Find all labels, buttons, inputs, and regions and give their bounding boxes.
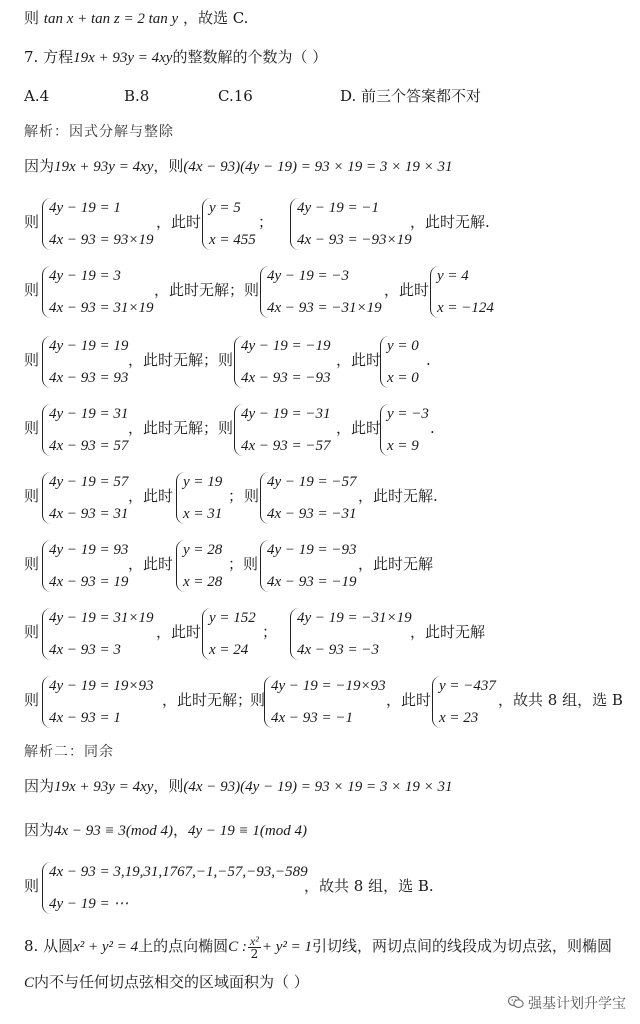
row2-cishi: ，此时 [384,281,430,299]
row6-a-eq1: 4y − 19 = 93 [49,542,129,558]
row3-b-eq1: y = 0 [387,338,419,354]
row7-semi: ； [262,623,278,641]
q7-option-a: A.4 [24,87,50,105]
row2-system-b [430,266,494,318]
row4-nosol: ，此时无解； [128,419,219,437]
q7-stem-prefix: 7. 方程 [24,48,74,66]
solution2-system [42,862,308,914]
row8-ze2: 则 [250,691,266,709]
row5-ze: 则 [24,487,40,505]
q8-mid: 上的点向椭圆 [138,937,229,955]
q7-option-b: B.8 [124,87,150,105]
row6-system-a [42,540,128,592]
row7-system-b [202,608,256,660]
row1-c-eq1: 4y − 19 = −1 [297,200,380,216]
row8-b-eq2: x = 23 [439,710,479,726]
row5-c-eq1: 4y − 19 = −57 [267,474,357,490]
row5-a-eq1: 4y − 19 = 57 [49,474,129,490]
row4-system-c [234,404,331,456]
row4-c-eq2: 4x − 93 = −57 [241,438,331,454]
intro-math: tan x + tan z = 2 tan y [43,11,179,27]
intro-line [24,8,248,29]
s2-l2-prefix: 因为 [24,821,55,839]
row3-c-eq1: 4y − 19 = −19 [241,338,331,354]
row4-cishi: ，此时 [336,419,382,437]
row6-nosol: ，此时无解 [358,555,434,573]
row7-b-eq1: y = 152 [209,610,256,626]
row8-system-c [264,676,386,728]
row1-system-b [202,198,256,250]
row5-nosol: ，此时无解. [358,487,438,505]
row3-ze2: 则 [218,351,234,369]
s2-sys-eq2: 4y − 19 = ⋯ [49,896,129,912]
row3-system-c [234,336,331,388]
watermark-text: 强基计划升学宝 [528,996,626,1012]
row1-b-eq2: x = 455 [209,232,256,248]
solution1-factor-line [24,156,453,177]
s2-l2-sep: ， [173,821,189,839]
row4-c-eq1: 4y − 19 = −31 [241,406,331,422]
row8-a-eq1: 4y − 19 = 19×93 [49,678,154,694]
factor-math2: (4x − 93)(4y − 19) = 93 × 19 = 3 × 19 × 31 [183,159,453,175]
watermark [508,993,626,1013]
row5-b-eq1: y = 19 [183,474,223,490]
row4-b-eq2: x = 9 [387,438,419,454]
q7-option-d: D. 前三个答案都不对 [340,87,482,105]
row3-period: . [426,351,431,369]
row3-system-a [42,336,128,388]
row3-system-b [380,336,419,388]
row1-system-a [42,198,154,250]
s2-ze: 则 [24,877,40,895]
row5-system-b [176,472,222,524]
row3-cishi: ，此时 [336,351,382,369]
solution2-line2 [24,820,307,841]
row2-system-c [260,266,382,318]
q8-line2 [24,972,309,993]
row8-ze: 则 [24,691,40,709]
q7-option-c: C.16 [218,87,253,105]
row1-a-eq2: 4x − 93 = 93×19 [49,232,154,248]
row2-ze2: 则 [244,281,260,299]
row6-ze: 则 [24,555,40,573]
intro-prefix: 则 [24,9,44,27]
row7-system-c [290,608,412,660]
s2-l1-math1: 19x + 93y = 4xy [54,779,154,795]
q8-line1 [24,932,612,961]
row4-period: . [430,419,435,437]
row6-b-eq1: y = 28 [183,542,223,558]
q8-suffix: 引切线，两切点间的线段成为切点弦，则椭圆 [312,937,613,955]
row4-system-b [380,404,429,456]
row6-a-eq2: 4x − 93 = 19 [49,574,129,590]
row7-a-eq2: 4x − 93 = 3 [49,642,121,658]
row4-ze: 则 [24,419,40,437]
solution2-line1 [24,776,453,797]
q7-stem-suffix: 的整数解的个数为（ ） [172,48,328,66]
row7-system-a [42,608,154,660]
row3-nosol: ，此时无解； [128,351,219,369]
row6-c-eq2: 4x − 93 = −19 [267,574,357,590]
q8-line2-text: 内不与任何切点弦相交的区域面积为（ ） [34,973,309,991]
row4-b-eq1: y = −3 [387,406,429,422]
row7-c-eq1: 4y − 19 = −31×19 [297,610,412,626]
row8-cishi: ，此时 [386,691,432,709]
row2-b-eq2: x = −124 [437,300,494,316]
q7-stem-math: 19x + 93y = 4xy [73,50,173,66]
row4-ze2: 则 [218,419,234,437]
row5-system-a [42,472,128,524]
row5-a-eq2: 4x − 93 = 31 [49,506,129,522]
s2-l2-math2: 4y − 19 ≡ 1(mod 4) [188,823,307,839]
row2-b-eq1: y = 4 [437,268,469,284]
solution1-heading: 解析：因式分解与整除 [24,124,174,140]
s2-l2-math1: 4x − 93 ≡ 3(mod 4) [54,823,173,839]
q8-prefix: 8. 从圆 [24,937,74,955]
row1-semi: ； [258,213,274,231]
row5-ze2: 则 [244,487,260,505]
q8-c-label: C : [228,939,247,955]
row8-c-eq2: 4x − 93 = −1 [271,710,354,726]
row6-system-c [260,540,357,592]
row6-b-eq2: x = 28 [183,574,223,590]
row6-ze2: ；则 [228,555,259,573]
row8-b-eq1: y = −437 [439,678,496,694]
row8-system-a [42,676,154,728]
row5-c-eq2: 4x − 93 = −31 [267,506,357,522]
row2-a-eq1: 4y − 19 = 3 [49,268,121,284]
s2-l1-prefix: 因为 [24,777,55,795]
row2-c-eq1: 4y − 19 = −3 [267,268,350,284]
row1-ze: 则 [24,213,40,231]
q7-stem [24,47,327,68]
q8-c: C [24,975,35,991]
row6-c-eq1: 4y − 19 = −93 [267,542,357,558]
row7-a-eq1: 4y − 19 = 31×19 [49,610,154,626]
row8-c-eq1: 4y − 19 = −19×93 [271,678,386,694]
intro-suffix: ，故选 C. [178,9,249,27]
row8-nosol: ，此时无解； [162,691,253,709]
row8-a-eq2: 4x − 93 = 1 [49,710,121,726]
q8-frac-den: 2 [250,946,259,961]
q8-frac-num: x² [249,933,259,948]
row4-system-a [42,404,128,456]
row1-c-eq2: 4x − 93 = −93×19 [297,232,412,248]
row3-c-eq2: 4x − 93 = −93 [241,370,331,386]
row5-semi: ； [228,487,244,505]
row8-system-b [432,676,496,728]
row1-cishi: ，此时 [156,213,202,231]
row5-b-eq2: x = 31 [183,506,223,522]
factor-math1: 19x + 93y = 4xy [54,159,154,175]
row2-c-eq2: 4x − 93 = −31×19 [267,300,382,316]
row1-nosol: ，此时无解. [410,213,490,231]
s2-l1-mid: ，则 [153,777,184,795]
factor-prefix: 因为 [24,157,55,175]
row7-nosol: ，此时无解 [410,623,486,641]
factor-mid: ，则 [153,157,184,175]
row7-cishi: ，此时 [156,623,202,641]
row2-a-eq2: 4x − 93 = 31×19 [49,300,154,316]
row5-system-c [260,472,357,524]
row1-a-eq1: 4y − 19 = 1 [49,200,121,216]
row1-system-c [290,198,412,250]
row1-b-eq1: y = 5 [209,200,241,216]
row3-ze: 则 [24,351,40,369]
solution2-heading: 解析二：同余 [24,744,114,760]
q8-ellipse-rest: + y² = 1 [261,939,313,955]
q8-fraction [248,935,261,960]
row7-c-eq2: 4x − 93 = −3 [297,642,380,658]
row3-a-eq2: 4x − 93 = 93 [49,370,129,386]
s2-final: ，故共 8 组，选 B. [304,877,434,895]
s2-sys-eq1: 4x − 93 = 3,19,31,1767,−1,−57,−93,−589 [49,864,308,880]
row2-ze: 则 [24,281,40,299]
row2-nosol: ，此时无解； [154,281,245,299]
row4-a-eq2: 4x − 93 = 57 [49,438,129,454]
row3-b-eq2: x = 0 [387,370,419,386]
row4-a-eq1: 4y − 19 = 31 [49,406,129,422]
s2-l1-math2: (4x − 93)(4y − 19) = 93 × 19 = 3 × 19 × 31 [183,779,453,795]
wechat-icon [508,995,524,1013]
row3-a-eq1: 4y − 19 = 19 [49,338,129,354]
row6-cishi: ，此时 [128,555,174,573]
row5-cishi: ，此时 [128,487,174,505]
row8-final: ，故共 8 组，选 B [498,691,623,709]
q8-circle-eq: x² + y² = 4 [73,939,139,955]
row7-ze: 则 [24,623,40,641]
row6-system-b [176,540,222,592]
row2-system-a [42,266,154,318]
row7-b-eq2: x = 24 [209,642,249,658]
